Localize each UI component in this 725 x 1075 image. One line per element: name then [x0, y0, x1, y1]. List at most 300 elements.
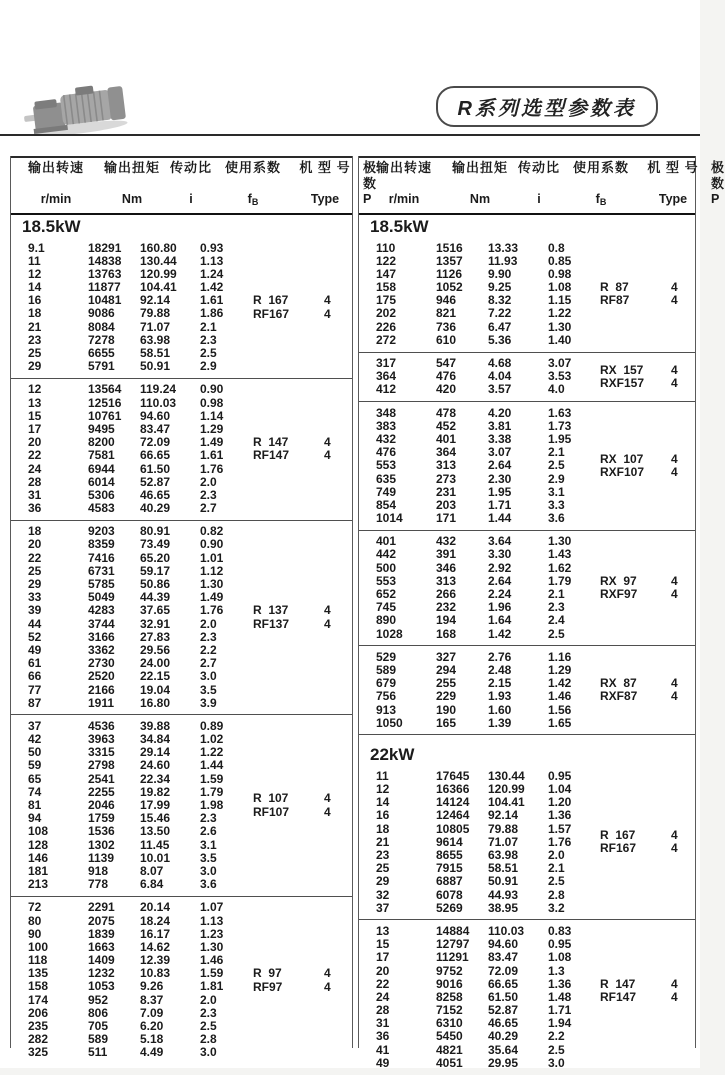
table-row — [11, 697, 352, 710]
pole-count: 4 — [671, 293, 678, 308]
cell-speed: 11 — [376, 768, 389, 783]
table-row — [359, 459, 695, 472]
cell-speed: 39 — [28, 603, 42, 618]
cell-fb: 0.90 — [200, 537, 224, 552]
cell-torque: 1357 — [436, 253, 463, 268]
table-row — [11, 307, 352, 320]
cell-torque: 1302 — [88, 837, 115, 852]
table-row — [359, 991, 695, 1004]
table-row — [11, 268, 352, 281]
cell-fb: 2.7 — [200, 656, 217, 671]
cell-ratio: 11.93 — [488, 253, 518, 268]
cell-torque: 391 — [436, 547, 457, 562]
cell-ratio: 119.24 — [140, 382, 177, 397]
table-row — [359, 535, 695, 548]
cell-speed: 29 — [28, 359, 42, 374]
cell-torque: 10761 — [88, 408, 122, 423]
table-row — [11, 812, 352, 825]
cell-speed: 29 — [28, 577, 42, 591]
cell-ratio: 16.80 — [140, 695, 171, 710]
table-row — [11, 915, 352, 928]
table-row — [11, 684, 352, 697]
table-row — [11, 786, 352, 799]
table-row — [11, 644, 352, 657]
model-type-entry — [600, 293, 678, 308]
cell-fb: 3.0 — [548, 1055, 565, 1070]
cell-ratio: 44.93 — [488, 887, 519, 902]
model-type-entry — [253, 804, 331, 819]
pole-count: 4 — [671, 451, 678, 466]
cell-fb: 1.36 — [548, 808, 572, 823]
type-label: R 97 — [253, 966, 282, 981]
cell-speed: 158 — [376, 280, 397, 295]
cell-ratio: 19.82 — [140, 784, 171, 799]
cell-speed: 22 — [28, 550, 42, 565]
header-cell-name: 极 数 — [363, 160, 378, 191]
cell-fb: 1.24 — [200, 266, 224, 281]
table-row — [359, 357, 695, 370]
cell-speed: 100 — [28, 939, 49, 954]
header-cell-name: 输出转速 — [375, 160, 432, 175]
cell-fb: 0.95 — [548, 768, 572, 783]
cell-fb: 1.65 — [548, 715, 572, 730]
header-cell-unit: P — [363, 192, 372, 206]
cell-ratio: 1.93 — [488, 689, 512, 704]
cell-torque: 6944 — [88, 461, 115, 476]
cell-fb: 2.6 — [200, 824, 217, 839]
cell-ratio: 15.46 — [140, 811, 171, 826]
pole-count: 4 — [324, 791, 331, 806]
cell-ratio: 50.86 — [140, 577, 171, 591]
cell-torque: 1126 — [436, 266, 463, 281]
cell-ratio: 39.88 — [140, 718, 171, 733]
table-row — [11, 878, 352, 891]
cell-speed: 25 — [28, 563, 42, 578]
cell-fb: 1.40 — [548, 332, 572, 347]
cell-ratio: 34.84 — [140, 732, 171, 747]
table-row — [359, 562, 695, 575]
cell-speed: 17 — [28, 421, 42, 436]
table-row — [11, 436, 352, 449]
cell-torque: 2730 — [88, 656, 115, 671]
cell-torque: 203 — [436, 497, 457, 512]
header-names-row — [11, 160, 378, 192]
cell-speed: 20 — [28, 435, 42, 450]
cell-torque: 3963 — [88, 732, 115, 747]
cell-speed: 59 — [28, 758, 42, 773]
table-row — [359, 548, 695, 561]
table-row — [11, 397, 352, 410]
cell-torque: 194 — [436, 613, 457, 628]
table-row — [359, 965, 695, 978]
cell-torque: 13763 — [88, 266, 122, 281]
table-row — [359, 1030, 695, 1043]
model-type-entry — [253, 603, 331, 618]
cell-torque: 8655 — [436, 848, 463, 862]
cell-speed: 20 — [376, 963, 390, 978]
header-cell-name: 输出扭矩 — [451, 160, 508, 175]
cell-ratio: 17.99 — [140, 798, 171, 812]
cell-speed: 226 — [376, 319, 397, 334]
cell-torque: 190 — [436, 702, 457, 717]
cell-speed: 49 — [376, 1055, 390, 1070]
cell-torque: 313 — [436, 573, 457, 588]
cell-fb: 1.59 — [200, 771, 224, 786]
cell-torque: 478 — [436, 405, 457, 420]
table-row — [359, 902, 695, 915]
cell-ratio: 80.91 — [140, 524, 171, 539]
cell-speed: 749 — [376, 484, 397, 499]
table-row — [359, 690, 695, 703]
table-row — [359, 575, 695, 588]
cell-ratio: 130.44 — [140, 253, 177, 268]
table-row — [11, 852, 352, 865]
cell-torque: 1516 — [436, 240, 463, 255]
cell-speed: 29 — [376, 874, 390, 889]
cell-speed: 854 — [376, 497, 397, 512]
cell-torque: 476 — [436, 369, 457, 384]
cell-ratio: 44.39 — [140, 590, 171, 605]
cell-fb: 1.30 — [548, 319, 572, 334]
table-row — [359, 836, 695, 849]
cell-speed: 23 — [376, 848, 390, 862]
cell-torque: 8200 — [88, 435, 115, 450]
cell-ratio: 7.22 — [488, 306, 512, 321]
cell-speed: 18 — [376, 821, 390, 836]
type-label: RXF107 — [600, 464, 645, 479]
cell-speed: 383 — [376, 418, 397, 433]
cell-torque: 10481 — [88, 293, 122, 308]
cell-ratio: 9.90 — [488, 266, 512, 281]
cell-speed: 122 — [376, 253, 397, 268]
table-row — [11, 423, 352, 436]
cell-torque: 2046 — [88, 798, 115, 812]
pole-count: 4 — [671, 573, 678, 588]
cell-ratio: 94.60 — [140, 408, 171, 423]
cell-speed: 147 — [376, 266, 397, 281]
cell-speed: 553 — [376, 573, 397, 588]
cell-fb: 1.08 — [548, 950, 572, 965]
table-row — [11, 383, 352, 396]
pole-count: 4 — [671, 976, 678, 991]
table-row — [11, 657, 352, 670]
table-row — [359, 1044, 695, 1057]
cell-torque: 9614 — [436, 834, 463, 849]
data-group — [359, 402, 695, 531]
cell-speed: 66 — [28, 669, 42, 684]
cell-speed: 500 — [376, 560, 397, 575]
cell-ratio: 92.14 — [488, 808, 519, 823]
cell-ratio: 12.39 — [140, 953, 171, 968]
cell-speed: 24 — [28, 461, 42, 476]
cell-fb: 2.1 — [548, 445, 565, 460]
power-section-label: 18.5kW — [370, 217, 429, 236]
cell-speed: 679 — [376, 676, 397, 691]
table-column-left — [10, 156, 378, 1060]
header-cell-unit: i — [537, 192, 541, 206]
cell-ratio: 110.03 — [488, 923, 525, 938]
cell-fb: 3.0 — [200, 669, 217, 684]
cell-fb: 2.7 — [200, 501, 217, 516]
cell-fb: 1.29 — [200, 421, 224, 436]
cell-torque: 9495 — [88, 421, 115, 436]
header-cell-unit: Type — [310, 192, 340, 206]
table-row — [359, 512, 695, 525]
cell-torque: 4583 — [88, 501, 115, 516]
table-row — [11, 281, 352, 294]
cell-fb: 2.0 — [200, 616, 217, 631]
cell-ratio: 46.65 — [140, 487, 171, 502]
cell-ratio: 37.65 — [140, 603, 171, 618]
cell-speed: 49 — [28, 642, 42, 657]
table-row — [11, 967, 352, 980]
cell-ratio: 8.32 — [488, 293, 512, 308]
table-row — [11, 604, 352, 617]
table-row — [11, 631, 352, 644]
cell-speed: 23 — [28, 332, 42, 347]
cell-fb: 1.86 — [200, 306, 224, 321]
model-type-entry — [600, 451, 678, 466]
cell-fb: 1.79 — [548, 573, 572, 588]
cell-torque: 2520 — [88, 669, 115, 684]
cell-speed: 174 — [28, 992, 49, 1007]
cell-torque: 1536 — [88, 824, 115, 839]
data-group — [359, 920, 695, 1074]
cell-torque: 7581 — [88, 448, 115, 463]
cell-torque: 165 — [436, 715, 457, 730]
cell-fb: 2.8 — [548, 887, 565, 902]
cell-torque: 18291 — [88, 240, 122, 255]
header-cell-name: 机 型 号 — [299, 160, 351, 175]
table-row — [11, 321, 352, 334]
cell-speed: 913 — [376, 702, 397, 717]
type-label: RXF157 — [600, 375, 645, 390]
cell-torque: 1663 — [88, 939, 115, 954]
cell-speed: 206 — [28, 1005, 49, 1020]
cell-torque: 420 — [436, 382, 457, 397]
cell-speed: 12 — [376, 782, 390, 797]
cell-ratio: 8.37 — [140, 992, 164, 1007]
data-group — [11, 715, 352, 896]
gearmotor-image — [22, 78, 142, 138]
cell-ratio: 1.39 — [488, 715, 512, 730]
cell-ratio: 63.98 — [488, 848, 519, 862]
cell-speed: 12 — [28, 266, 42, 281]
header-cell-name: 输出扭矩 — [103, 160, 160, 175]
cell-ratio: 19.04 — [140, 682, 171, 697]
cell-speed: 18 — [28, 524, 42, 539]
cell-torque: 821 — [436, 306, 457, 321]
cell-fb: 1.42 — [200, 280, 224, 295]
model-type-entry — [600, 280, 678, 295]
header-unit-subscript: B — [251, 197, 259, 207]
pole-count: 4 — [671, 841, 678, 856]
column-header — [359, 156, 725, 215]
table-row — [359, 664, 695, 677]
cell-fb: 1.12 — [200, 563, 224, 578]
cell-speed: 37 — [28, 718, 42, 733]
cell-ratio: 13.50 — [140, 824, 171, 839]
table-row — [11, 449, 352, 462]
cell-fb: 1.22 — [548, 306, 572, 321]
header-cell-unit: Nm — [469, 192, 491, 206]
header-cell-unit: P — [711, 192, 720, 206]
cell-speed: 282 — [28, 1032, 49, 1047]
cell-fb: 1.49 — [200, 435, 224, 450]
cell-torque: 9752 — [436, 963, 463, 978]
table-row — [11, 476, 352, 489]
cell-torque: 2255 — [88, 784, 115, 799]
cell-torque: 432 — [436, 534, 457, 549]
cell-fb: 1.81 — [200, 979, 224, 994]
table-row — [359, 370, 695, 383]
cell-speed: 94 — [28, 811, 42, 826]
cell-speed: 401 — [376, 534, 397, 549]
cell-torque: 16366 — [436, 782, 470, 797]
cell-torque: 6078 — [436, 887, 463, 902]
cell-speed: 52 — [28, 629, 42, 644]
cell-fb: 1.23 — [200, 926, 224, 941]
cell-ratio: 71.07 — [488, 834, 519, 849]
cell-torque: 610 — [436, 332, 457, 347]
cell-ratio: 6.47 — [488, 319, 512, 334]
cell-speed: 41 — [376, 1042, 390, 1057]
cell-speed: 14 — [28, 280, 42, 295]
cell-torque: 1911 — [88, 695, 115, 710]
cell-torque: 4536 — [88, 718, 115, 733]
table-row — [359, 717, 695, 730]
cell-ratio: 22.34 — [140, 771, 171, 786]
cell-speed: 175 — [376, 293, 397, 308]
cell-speed: 110 — [376, 240, 396, 255]
cell-torque: 8359 — [88, 537, 115, 552]
cell-torque: 14838 — [88, 253, 122, 268]
cell-speed: 135 — [28, 966, 49, 981]
cell-torque: 7416 — [88, 550, 115, 565]
data-group — [359, 237, 695, 353]
cell-speed: 11 — [28, 253, 41, 268]
table-row — [11, 773, 352, 786]
cell-speed: 36 — [376, 1029, 390, 1044]
cell-fb: 2.3 — [200, 1005, 217, 1020]
cell-fb: 3.5 — [200, 682, 217, 697]
cell-fb: 2.3 — [200, 629, 217, 644]
cell-speed: 28 — [376, 1003, 390, 1018]
cell-fb: 1.46 — [548, 689, 572, 704]
cell-ratio: 79.88 — [140, 306, 171, 321]
cell-speed: 36 — [28, 501, 42, 516]
cell-ratio: 3.81 — [488, 418, 512, 433]
cell-ratio: 63.98 — [140, 332, 171, 347]
data-group — [359, 646, 695, 735]
cell-ratio: 14.62 — [140, 939, 171, 954]
cell-speed: 90 — [28, 926, 42, 941]
cell-fb: 1.57 — [548, 821, 572, 836]
cell-torque: 3744 — [88, 616, 115, 631]
cell-torque: 7915 — [436, 861, 463, 876]
cell-ratio: 46.65 — [488, 1016, 519, 1031]
cell-ratio: 4.20 — [488, 405, 512, 420]
cell-speed: 22 — [376, 976, 390, 991]
cell-speed: 272 — [376, 332, 397, 347]
cell-fb: 2.9 — [548, 471, 565, 486]
cell-speed: 756 — [376, 689, 397, 704]
table-row — [359, 1017, 695, 1030]
cell-fb: 2.5 — [200, 1019, 217, 1033]
header-cell-name: 机 型 号 — [647, 160, 699, 175]
cell-ratio: 1.71 — [488, 497, 512, 512]
cell-ratio: 50.91 — [140, 359, 171, 374]
cell-speed: 21 — [28, 319, 42, 334]
cell-torque: 266 — [436, 587, 457, 601]
cell-speed: 32 — [376, 887, 390, 902]
cell-torque: 9086 — [88, 306, 115, 321]
cell-fb: 3.0 — [200, 863, 217, 878]
model-type-entry — [600, 841, 678, 856]
table-row — [359, 499, 695, 512]
cell-speed: 33 — [28, 590, 42, 605]
cell-speed: 635 — [376, 471, 397, 486]
cell-speed: 364 — [376, 369, 397, 384]
cell-speed: 442 — [376, 547, 397, 562]
data-group — [11, 897, 352, 1064]
cell-fb: 0.8 — [548, 240, 565, 255]
header-cell-unit: Nm — [121, 192, 143, 206]
cell-torque: 6887 — [436, 874, 463, 889]
cell-ratio: 22.15 — [140, 669, 171, 684]
cell-fb: 2.2 — [548, 1029, 565, 1044]
table-row — [359, 420, 695, 433]
cell-speed: 13 — [376, 923, 390, 938]
pole-count: 4 — [671, 828, 678, 843]
cell-ratio: 24.60 — [140, 758, 171, 773]
table-row — [359, 862, 695, 875]
pole-count: 4 — [671, 375, 678, 390]
cell-ratio: 3.64 — [488, 534, 512, 549]
cell-speed: 16 — [28, 293, 42, 308]
cell-speed: 146 — [28, 850, 49, 865]
type-label: R 87 — [600, 280, 629, 295]
cell-torque: 4821 — [436, 1042, 463, 1057]
header-cell-unit: Type — [658, 192, 688, 206]
header-cell-unit: i — [189, 192, 193, 206]
cell-torque: 778 — [88, 877, 109, 892]
model-type-entry — [600, 676, 678, 691]
model-type-entry — [600, 587, 678, 602]
cell-ratio: 29.56 — [140, 642, 171, 657]
table-row — [359, 321, 695, 334]
cell-ratio: 2.24 — [488, 587, 512, 601]
cell-ratio: 4.04 — [488, 369, 512, 384]
table-row — [11, 865, 352, 878]
cell-fb: 3.6 — [200, 877, 217, 892]
cell-fb: 4.0 — [548, 382, 565, 397]
cell-torque: 13564 — [88, 382, 122, 397]
cell-ratio: 50.91 — [488, 874, 519, 889]
cell-ratio: 35.64 — [488, 1042, 519, 1057]
title-divider-line — [0, 134, 700, 136]
cell-ratio: 27.83 — [140, 629, 171, 644]
table-row — [359, 407, 695, 420]
cell-fb: 1.01 — [200, 550, 224, 565]
header-cell-name: 传动比 — [169, 160, 212, 175]
cell-fb: 2.3 — [548, 600, 565, 615]
cell-torque: 5049 — [88, 590, 115, 605]
table-row — [11, 538, 352, 551]
type-label: R 137 — [253, 603, 289, 618]
cell-speed: 1028 — [376, 626, 403, 641]
cell-torque: 2166 — [88, 682, 115, 697]
